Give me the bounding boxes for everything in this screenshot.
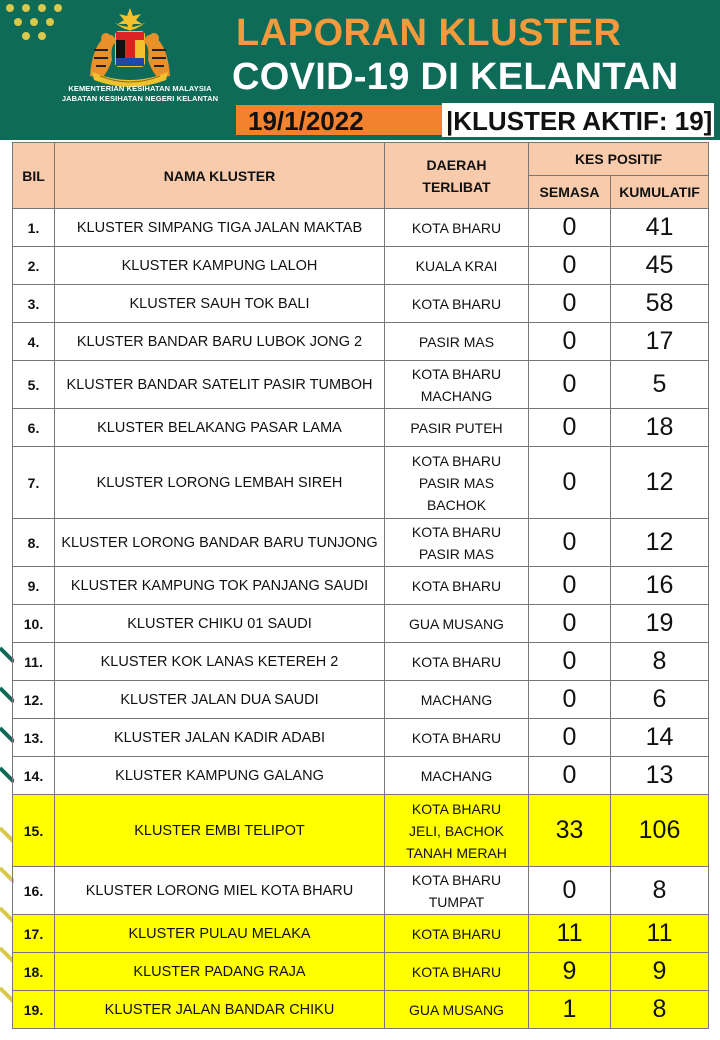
row-number: 1. bbox=[13, 209, 55, 247]
malaysia-coat-of-arms-icon bbox=[70, 6, 190, 90]
cluster-name: KLUSTER KOK LANAS KETEREH 2 bbox=[55, 643, 385, 681]
cluster-name: KLUSTER BELAKANG PASAR LAMA bbox=[55, 409, 385, 447]
cumulative-cases: 41 bbox=[611, 209, 709, 247]
table-row bbox=[13, 447, 709, 519]
district-name: PASIR MAS bbox=[418, 545, 495, 562]
district-cell bbox=[385, 361, 529, 409]
header-semasa: SEMASA bbox=[529, 176, 611, 209]
table-row bbox=[13, 247, 709, 285]
current-cases: 0 bbox=[529, 361, 611, 409]
table-row bbox=[13, 757, 709, 795]
row-number: 6. bbox=[13, 409, 55, 447]
cumulative-cases: 45 bbox=[611, 247, 709, 285]
row-number: 14. bbox=[13, 757, 55, 795]
cumulative-cases: 9 bbox=[611, 953, 709, 991]
cluster-name: KLUSTER JALAN DUA SAUDI bbox=[55, 681, 385, 719]
table-row bbox=[13, 605, 709, 643]
report-title-line-1: LAPORAN KLUSTER bbox=[236, 12, 622, 54]
cluster-name: KLUSTER BANDAR SATELIT PASIR TUMBOH bbox=[55, 361, 385, 409]
table-row bbox=[13, 567, 709, 605]
cluster-name: KLUSTER BANDAR BARU LUBOK JONG 2 bbox=[55, 323, 385, 361]
district-name: KUALA KRAI bbox=[415, 257, 498, 274]
district-cell bbox=[385, 209, 529, 247]
district-cell bbox=[385, 567, 529, 605]
cumulative-cases: 17 bbox=[611, 323, 709, 361]
row-number: 2. bbox=[13, 247, 55, 285]
district-cell bbox=[385, 447, 529, 519]
district-cell bbox=[385, 285, 529, 323]
row-number: 11. bbox=[13, 643, 55, 681]
cumulative-cases: 12 bbox=[611, 447, 709, 519]
decorative-dots bbox=[4, 2, 64, 40]
cluster-name: KLUSTER LORONG LEMBAH SIREH bbox=[55, 447, 385, 519]
current-cases: 11 bbox=[529, 915, 611, 953]
row-number: 13. bbox=[13, 719, 55, 757]
table-row bbox=[13, 285, 709, 323]
district-name: KOTA BHARU bbox=[411, 365, 502, 382]
current-cases: 0 bbox=[529, 643, 611, 681]
current-cases: 0 bbox=[529, 519, 611, 567]
current-cases: 0 bbox=[529, 757, 611, 795]
cumulative-cases: 8 bbox=[611, 991, 709, 1029]
table-row bbox=[13, 953, 709, 991]
cumulative-cases: 12 bbox=[611, 519, 709, 567]
current-cases: 0 bbox=[529, 323, 611, 361]
district-name: MACHANG bbox=[420, 387, 493, 404]
current-cases: 0 bbox=[529, 605, 611, 643]
current-cases: 0 bbox=[529, 209, 611, 247]
active-cluster-count: |KLUSTER AKTIF: 19] bbox=[446, 106, 713, 136]
district-cell bbox=[385, 795, 529, 867]
district-name: KOTA BHARU bbox=[411, 800, 502, 817]
row-number: 12. bbox=[13, 681, 55, 719]
district-name: BACHOK bbox=[426, 496, 487, 513]
district-name: GUA MUSANG bbox=[409, 615, 504, 632]
cluster-name: KLUSTER LORONG MIEL KOTA BHARU bbox=[55, 867, 385, 915]
ministry-line-2: JABATAN KESIHATAN NEGERI KELANTAN bbox=[61, 94, 219, 103]
current-cases: 0 bbox=[529, 285, 611, 323]
report-date: 19/1/2022 bbox=[248, 106, 364, 136]
district-cell bbox=[385, 681, 529, 719]
cluster-name: KLUSTER JALAN KADIR ADABI bbox=[55, 719, 385, 757]
table-row bbox=[13, 867, 709, 915]
district-name: KOTA BHARU bbox=[411, 871, 502, 888]
cluster-name: KLUSTER LORONG BANDAR BARU TUNJONG bbox=[55, 519, 385, 567]
cluster-table bbox=[12, 142, 709, 1029]
cluster-name: KLUSTER KAMPUNG LALOH bbox=[55, 247, 385, 285]
district-name: KOTA BHARU bbox=[411, 452, 502, 469]
header-daerah-text: DAERAH TERLIBAT bbox=[422, 156, 491, 195]
district-cell bbox=[385, 605, 529, 643]
district-name: GUA MUSANG bbox=[409, 1001, 504, 1018]
cluster-name: KLUSTER KAMPUNG GALANG bbox=[55, 757, 385, 795]
cumulative-cases: 8 bbox=[611, 867, 709, 915]
current-cases: 0 bbox=[529, 567, 611, 605]
table-row bbox=[13, 323, 709, 361]
district-cell bbox=[385, 247, 529, 285]
district-cell bbox=[385, 991, 529, 1029]
header-bil: BIL bbox=[13, 143, 55, 209]
current-cases: 0 bbox=[529, 867, 611, 915]
district-name: PASIR PUTEH bbox=[410, 419, 503, 436]
row-number: 5. bbox=[13, 361, 55, 409]
cluster-name: KLUSTER KAMPUNG TOK PANJANG SAUDI bbox=[55, 567, 385, 605]
district-name: KOTA BHARU bbox=[411, 219, 502, 236]
district-cell bbox=[385, 953, 529, 991]
cluster-name: KLUSTER PULAU MELAKA bbox=[55, 915, 385, 953]
district-cell bbox=[385, 757, 529, 795]
current-cases: 0 bbox=[529, 681, 611, 719]
row-number: 19. bbox=[13, 991, 55, 1029]
row-number: 16. bbox=[13, 867, 55, 915]
current-cases: 0 bbox=[529, 719, 611, 757]
table-row bbox=[13, 681, 709, 719]
district-name: KOTA BHARU bbox=[411, 295, 502, 312]
district-name: MACHANG bbox=[420, 767, 493, 784]
header-kumulatif: KUMULATIF bbox=[611, 176, 709, 209]
row-number: 18. bbox=[13, 953, 55, 991]
cumulative-cases: 14 bbox=[611, 719, 709, 757]
cumulative-cases: 16 bbox=[611, 567, 709, 605]
cluster-name: KLUSTER SIMPANG TIGA JALAN MAKTAB bbox=[55, 209, 385, 247]
row-number: 8. bbox=[13, 519, 55, 567]
cluster-name: KLUSTER EMBI TELIPOT bbox=[55, 795, 385, 867]
table-row bbox=[13, 991, 709, 1029]
district-cell bbox=[385, 409, 529, 447]
cluster-name: KLUSTER JALAN BANDAR CHIKU bbox=[55, 991, 385, 1029]
row-number: 15. bbox=[13, 795, 55, 867]
district-cell bbox=[385, 867, 529, 915]
district-name: PASIR MAS bbox=[418, 333, 495, 350]
current-cases: 1 bbox=[529, 991, 611, 1029]
cluster-name: KLUSTER PADANG RAJA bbox=[55, 953, 385, 991]
table-row bbox=[13, 409, 709, 447]
current-cases: 0 bbox=[529, 247, 611, 285]
district-cell bbox=[385, 519, 529, 567]
district-name: PASIR MAS bbox=[418, 474, 495, 491]
cumulative-cases: 106 bbox=[611, 795, 709, 867]
cluster-table-body bbox=[13, 209, 709, 1029]
district-name: TUMPAT bbox=[428, 893, 485, 910]
district-cell bbox=[385, 719, 529, 757]
district-name: KOTA BHARU bbox=[411, 577, 502, 594]
district-name: JELI, BACHOK bbox=[409, 822, 504, 839]
header-nama-kluster: NAMA KLUSTER bbox=[55, 143, 385, 209]
cumulative-cases: 18 bbox=[611, 409, 709, 447]
cluster-name: KLUSTER CHIKU 01 SAUDI bbox=[55, 605, 385, 643]
current-cases: 0 bbox=[529, 447, 611, 519]
row-number: 3. bbox=[13, 285, 55, 323]
table-row bbox=[13, 795, 709, 867]
district-name: KOTA BHARU bbox=[411, 963, 502, 980]
table-row bbox=[13, 519, 709, 567]
cumulative-cases: 13 bbox=[611, 757, 709, 795]
ministry-name bbox=[40, 84, 240, 104]
report-title-line-2: COVID-19 DI KELANTAN bbox=[232, 56, 679, 98]
cumulative-cases: 58 bbox=[611, 285, 709, 323]
row-number: 10. bbox=[13, 605, 55, 643]
cumulative-cases: 8 bbox=[611, 643, 709, 681]
table-row bbox=[13, 361, 709, 409]
district-name: KOTA BHARU bbox=[411, 729, 502, 746]
district-name: MACHANG bbox=[420, 691, 493, 708]
cumulative-cases: 11 bbox=[611, 915, 709, 953]
table-row bbox=[13, 719, 709, 757]
row-number: 17. bbox=[13, 915, 55, 953]
district-cell bbox=[385, 915, 529, 953]
table-row bbox=[13, 643, 709, 681]
row-number: 4. bbox=[13, 323, 55, 361]
district-name: KOTA BHARU bbox=[411, 523, 502, 540]
cumulative-cases: 6 bbox=[611, 681, 709, 719]
cluster-name: KLUSTER SAUH TOK BALI bbox=[55, 285, 385, 323]
table-row bbox=[13, 209, 709, 247]
current-cases: 33 bbox=[529, 795, 611, 867]
row-number: 7. bbox=[13, 447, 55, 519]
current-cases: 0 bbox=[529, 409, 611, 447]
header-daerah-terlibat bbox=[385, 143, 529, 209]
table-row bbox=[13, 915, 709, 953]
ministry-line-1: KEMENTERIAN KESIHATAN MALAYSIA bbox=[68, 84, 212, 93]
current-cases: 9 bbox=[529, 953, 611, 991]
cumulative-cases: 19 bbox=[611, 605, 709, 643]
cumulative-cases: 5 bbox=[611, 361, 709, 409]
district-name: TANAH MERAH bbox=[406, 844, 507, 861]
district-name: KOTA BHARU bbox=[411, 925, 502, 942]
district-cell bbox=[385, 323, 529, 361]
district-cell bbox=[385, 643, 529, 681]
header-kes-positif: KES POSITIF bbox=[529, 143, 709, 176]
row-number: 9. bbox=[13, 567, 55, 605]
district-name: KOTA BHARU bbox=[411, 653, 502, 670]
